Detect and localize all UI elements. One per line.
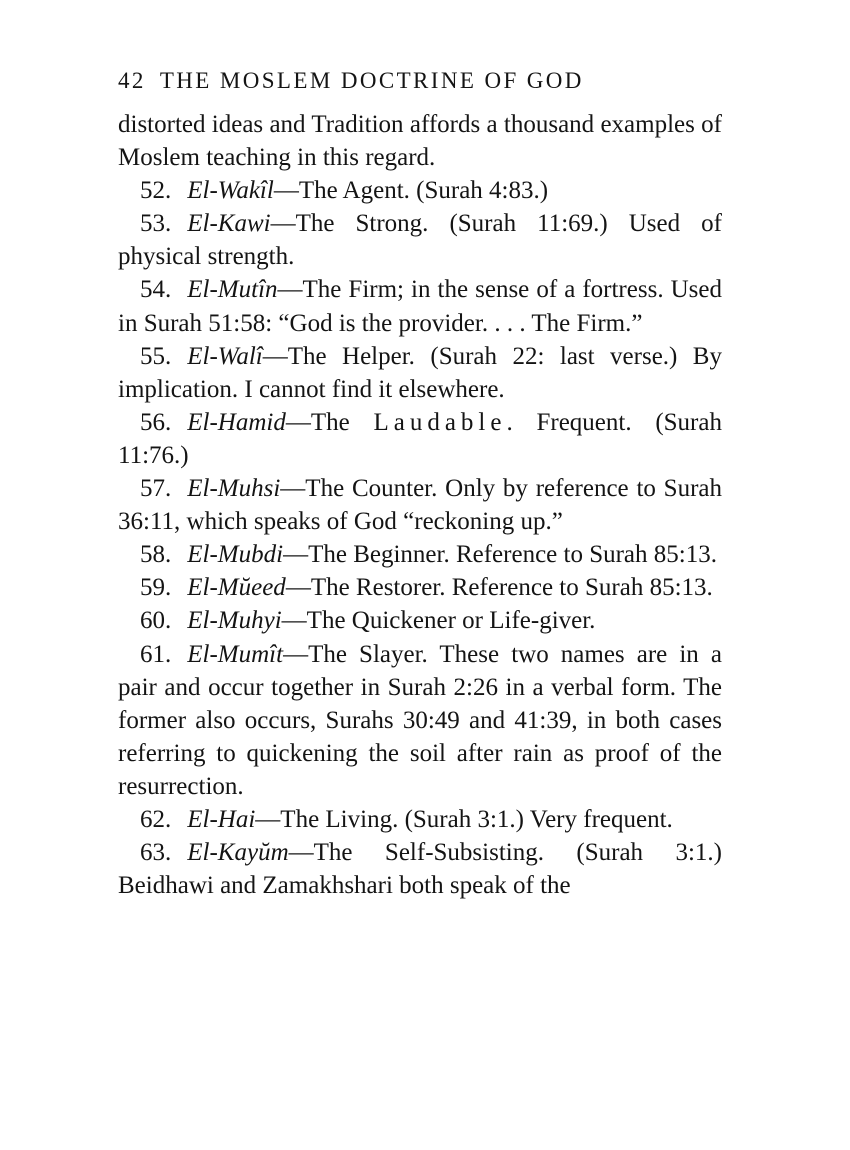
entry-63 [118, 836, 722, 902]
entry-54 [118, 273, 722, 339]
entry-spaced-word: Laudable [373, 408, 507, 436]
entry-name: El-Mŭeed [187, 574, 286, 602]
entry-name: El-Kayŭm [187, 839, 289, 867]
entry-name: El-Hamid [187, 408, 286, 436]
entry-number: 55. [140, 342, 172, 370]
entry-number: 63. [140, 839, 172, 867]
entry-55 [118, 340, 722, 406]
entry-61 [118, 638, 722, 803]
entry-number: 60. [140, 607, 172, 635]
entry-name: El-Muhsi [187, 475, 281, 503]
entry-number: 56. [140, 408, 172, 436]
running-header [118, 68, 722, 94]
entry-52 [118, 174, 722, 207]
entry-name: El-Muhyi [187, 607, 282, 635]
entry-text: —The Helper. (Surah 22: last verse.) By implication. I cannot find it elsewhere. [118, 342, 722, 403]
entry-60 [118, 604, 722, 637]
book-page [118, 68, 722, 902]
entry-name: El-Mubdi [187, 541, 284, 569]
entry-text: —The Strong. (Surah 11:69.) Used of physical strength. [118, 210, 722, 271]
entry-name: El-Mumît [187, 640, 284, 668]
entry-number: 62. [140, 805, 172, 833]
entry-text: . Frequent. (Surah 11:76.) [118, 408, 722, 469]
entry-text-before: —The [285, 408, 374, 436]
entry-53 [118, 207, 722, 273]
page-number: 42 [118, 68, 146, 93]
body-text [118, 108, 722, 902]
entry-number: 57. [140, 475, 172, 503]
entry-number: 53. [140, 210, 172, 238]
entry-text: —The Agent. (Surah 4:83.) [273, 177, 549, 205]
entry-62 [118, 803, 722, 836]
running-title: THE MOSLEM DOCTRINE OF GOD [159, 68, 584, 93]
entry-number: 54. [140, 276, 172, 304]
entry-number: 52. [140, 177, 172, 205]
entry-58 [118, 538, 722, 571]
intro-paragraph: distorted ideas and Tradition affords a thousand examples of Moslem teaching in this regard. [118, 111, 722, 172]
entry-number: 59. [140, 574, 172, 602]
entry-59 [118, 571, 722, 604]
entry-57 [118, 472, 722, 538]
entry-name: El-Kawi [187, 210, 271, 238]
entry-text: —The Restorer. Reference to Surah 85:13. [285, 574, 713, 602]
entry-text: —The Firm; in the sense of a fortress. Used in Surah 51:58: “God is the provider. . . . The Firm.” [118, 276, 722, 337]
entry-name: El-Hai [187, 805, 256, 833]
entry-56 [118, 406, 722, 472]
entry-text: —The Slayer. These two names are in a pair and occur together in Surah 2:26 in a verbal form. The former also occurs, Surahs 30:49 and 41:39, in both cases referring to quickening the soil after rain as proof of the resurrection. [118, 640, 722, 800]
entry-number: 58. [140, 541, 172, 569]
entry-name: El-Wakîl [187, 177, 274, 205]
entry-text: —The Living. (Surah 3:1.) Very frequent. [255, 805, 673, 833]
entry-name: El-Mutîn [187, 276, 278, 304]
entry-text: —The Quickener or Life-giver. [281, 607, 596, 635]
entry-number: 61. [140, 640, 172, 668]
entry-name: El-Walî [187, 342, 263, 370]
entry-text: —The Counter. Only by reference to Surah 36:11, which speaks of God “reckoning up.” [118, 475, 722, 536]
entry-text: —The Self-Subsisting. (Surah 3:1.) Beidhawi and Zamakhshari both speak of the [118, 839, 722, 900]
entry-text: —The Beginner. Reference to Surah 85:13. [283, 541, 717, 569]
